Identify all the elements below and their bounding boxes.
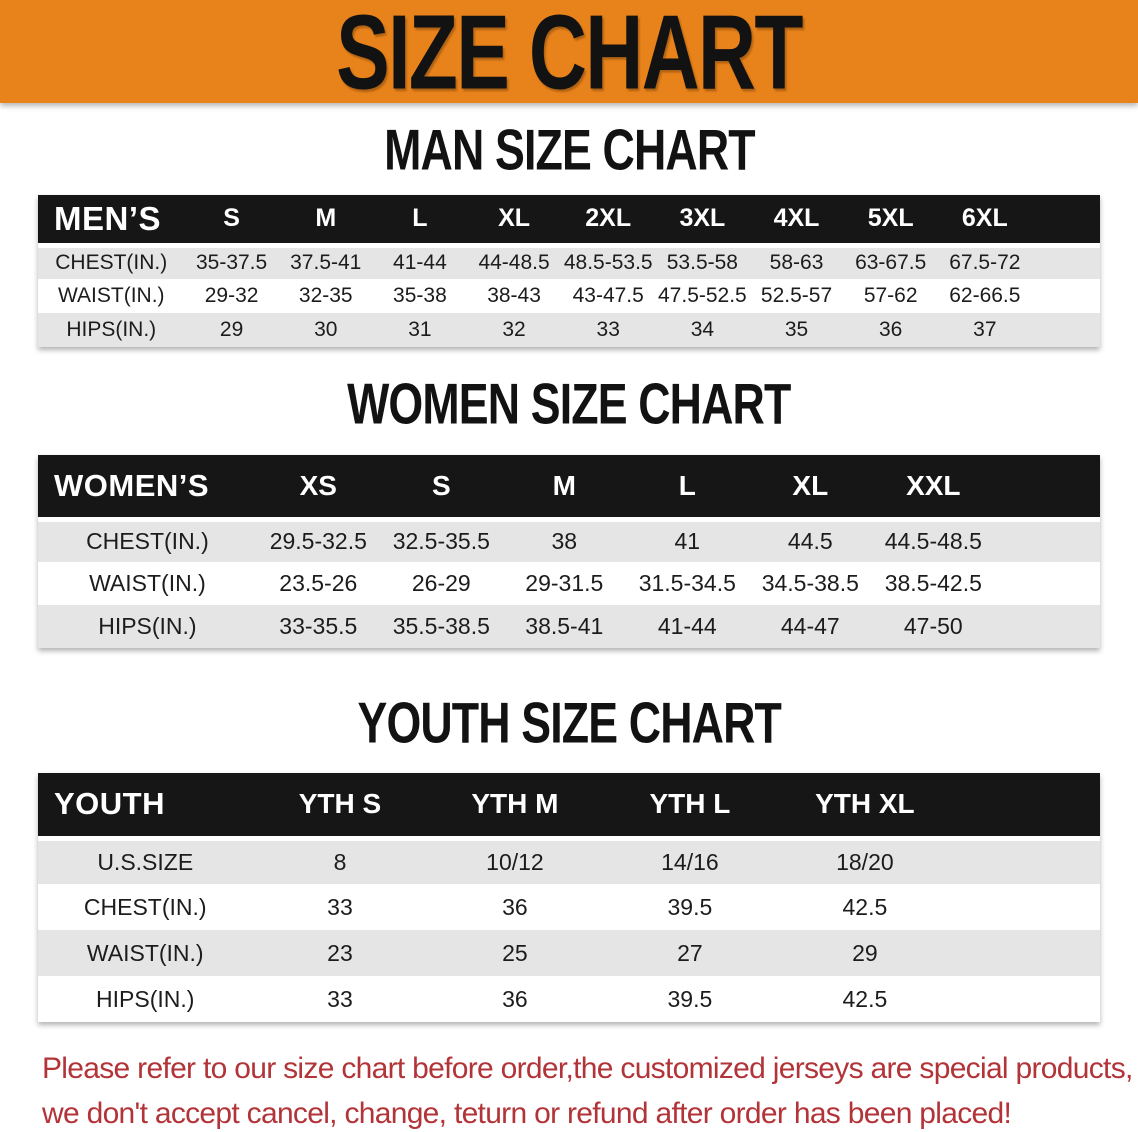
size-value-cell: 18/20: [777, 838, 952, 884]
size-value-cell: 62-66.5: [938, 279, 1032, 313]
row-label: WAIST(IN.): [38, 562, 257, 605]
size-value-cell: 44-47: [749, 605, 872, 648]
size-value-cell: 44.5-48.5: [872, 519, 995, 562]
size-column-header: 2XL: [561, 195, 655, 245]
table-row: [38, 245, 1100, 279]
spacer-cell: [995, 605, 1100, 648]
table-corner-label: WOMEN’S: [38, 455, 257, 519]
spacer-cell: [995, 455, 1100, 519]
size-value-cell: 53.5-58: [655, 245, 749, 279]
size-column-header: XS: [257, 455, 380, 519]
table-row: [38, 279, 1100, 313]
size-value-cell: 44-48.5: [467, 245, 561, 279]
size-value-cell: 29-31.5: [503, 562, 626, 605]
size-value-cell: 29: [777, 930, 952, 976]
row-label: HIPS(IN.): [38, 605, 257, 648]
size-value-cell: 52.5-57: [749, 279, 843, 313]
men-size-table: [38, 195, 1100, 347]
size-value-cell: 35-37.5: [185, 245, 279, 279]
row-label: CHEST(IN.): [38, 519, 257, 562]
size-value-cell: 38.5-41: [503, 605, 626, 648]
size-value-cell: 32: [467, 313, 561, 347]
size-value-cell: 48.5-53.5: [561, 245, 655, 279]
size-value-cell: 35-38: [373, 279, 467, 313]
size-column-header: S: [185, 195, 279, 245]
spacer-cell: [952, 773, 1100, 838]
size-chart-title: SIZE CHART: [336, 0, 802, 111]
spacer-cell: [1032, 313, 1100, 347]
size-value-cell: 36: [427, 976, 602, 1022]
size-value-cell: 31: [373, 313, 467, 347]
size-value-cell: 41-44: [626, 605, 749, 648]
size-value-cell: 43-47.5: [561, 279, 655, 313]
men-header-row: [38, 195, 1100, 245]
size-value-cell: 41-44: [373, 245, 467, 279]
spacer-cell: [952, 838, 1100, 884]
size-value-cell: 35: [749, 313, 843, 347]
table-row: [38, 605, 1100, 648]
table-row: [38, 519, 1100, 562]
size-value-cell: 37.5-41: [279, 245, 373, 279]
size-value-cell: 33-35.5: [257, 605, 380, 648]
men-section-heading: MAN SIZE CHART: [383, 119, 755, 183]
row-label: U.S.SIZE: [38, 838, 252, 884]
size-column-header: M: [503, 455, 626, 519]
spacer-cell: [952, 976, 1100, 1022]
youth-header-row: [38, 773, 1100, 838]
size-value-cell: 38-43: [467, 279, 561, 313]
size-value-cell: 8: [252, 838, 427, 884]
size-value-cell: 34.5-38.5: [749, 562, 872, 605]
size-column-header: M: [279, 195, 373, 245]
table-row: [38, 313, 1100, 347]
size-value-cell: 32-35: [279, 279, 373, 313]
size-column-header: YTH L: [602, 773, 777, 838]
row-label: CHEST(IN.): [38, 884, 252, 930]
row-label: HIPS(IN.): [38, 976, 252, 1022]
spacer-cell: [952, 930, 1100, 976]
size-column-header: 4XL: [749, 195, 843, 245]
size-value-cell: 38: [503, 519, 626, 562]
size-value-cell: 44.5: [749, 519, 872, 562]
spacer-cell: [995, 562, 1100, 605]
table-row: [38, 930, 1100, 976]
women-size-table: [38, 455, 1100, 648]
size-value-cell: 47-50: [872, 605, 995, 648]
size-value-cell: 35.5-38.5: [380, 605, 503, 648]
table-corner-label: MEN’S: [38, 195, 185, 245]
table-corner-label: YOUTH: [38, 773, 252, 838]
size-value-cell: 63-67.5: [844, 245, 938, 279]
spacer-cell: [995, 519, 1100, 562]
women-size-section: [0, 373, 1138, 648]
men-size-section: [0, 119, 1138, 347]
spacer-cell: [1032, 279, 1100, 313]
spacer-cell: [952, 884, 1100, 930]
size-value-cell: 10/12: [427, 838, 602, 884]
youth-size-table: [38, 773, 1100, 1022]
row-label: WAIST(IN.): [38, 279, 185, 313]
size-value-cell: 29-32: [185, 279, 279, 313]
size-value-cell: 23.5-26: [257, 562, 380, 605]
youth-section-heading: YOUTH SIZE CHART: [357, 692, 781, 756]
row-label: CHEST(IN.): [38, 245, 185, 279]
size-value-cell: 57-62: [844, 279, 938, 313]
size-value-cell: 41: [626, 519, 749, 562]
size-value-cell: 37: [938, 313, 1032, 347]
women-section-heading: WOMEN SIZE CHART: [347, 373, 791, 437]
disclaimer-line-2: we don't accept cancel, change, teturn or refund after order has been placed!: [42, 1097, 1012, 1130]
table-row: [38, 884, 1100, 930]
women-header-row: [38, 455, 1100, 519]
size-column-header: 3XL: [655, 195, 749, 245]
size-value-cell: 23: [252, 930, 427, 976]
size-value-cell: 30: [279, 313, 373, 347]
size-column-header: L: [626, 455, 749, 519]
size-column-header: XL: [467, 195, 561, 245]
table-row: [38, 838, 1100, 884]
size-column-header: 6XL: [938, 195, 1032, 245]
size-value-cell: 36: [427, 884, 602, 930]
size-value-cell: 29.5-32.5: [257, 519, 380, 562]
size-value-cell: 42.5: [777, 976, 952, 1022]
size-value-cell: 38.5-42.5: [872, 562, 995, 605]
size-value-cell: 33: [561, 313, 655, 347]
size-value-cell: 32.5-35.5: [380, 519, 503, 562]
spacer-cell: [1032, 195, 1100, 245]
size-column-header: YTH XL: [777, 773, 952, 838]
size-value-cell: 26-29: [380, 562, 503, 605]
youth-size-section: [0, 692, 1138, 1022]
size-value-cell: 31.5-34.5: [626, 562, 749, 605]
size-value-cell: 39.5: [602, 884, 777, 930]
size-value-cell: 42.5: [777, 884, 952, 930]
size-value-cell: 39.5: [602, 976, 777, 1022]
size-column-header: S: [380, 455, 503, 519]
size-column-header: XL: [749, 455, 872, 519]
size-value-cell: 36: [844, 313, 938, 347]
size-value-cell: 58-63: [749, 245, 843, 279]
size-value-cell: 14/16: [602, 838, 777, 884]
size-column-header: L: [373, 195, 467, 245]
disclaimer-line-1: Please refer to our size chart before order,the customized jerseys are special products,: [42, 1052, 1133, 1085]
size-value-cell: 25: [427, 930, 602, 976]
size-column-header: XXL: [872, 455, 995, 519]
spacer-cell: [1032, 245, 1100, 279]
row-label: HIPS(IN.): [38, 313, 185, 347]
size-column-header: YTH S: [252, 773, 427, 838]
size-value-cell: 67.5-72: [938, 245, 1032, 279]
size-value-cell: 33: [252, 884, 427, 930]
size-value-cell: 29: [185, 313, 279, 347]
size-value-cell: 34: [655, 313, 749, 347]
size-value-cell: 33: [252, 976, 427, 1022]
row-label: WAIST(IN.): [38, 930, 252, 976]
size-value-cell: 47.5-52.5: [655, 279, 749, 313]
table-row: [38, 562, 1100, 605]
size-column-header: 5XL: [844, 195, 938, 245]
size-column-header: YTH M: [427, 773, 602, 838]
disclaimer-text: [0, 1046, 1138, 1132]
size-value-cell: 27: [602, 930, 777, 976]
size-chart-banner: [0, 0, 1138, 111]
table-row: [38, 976, 1100, 1022]
